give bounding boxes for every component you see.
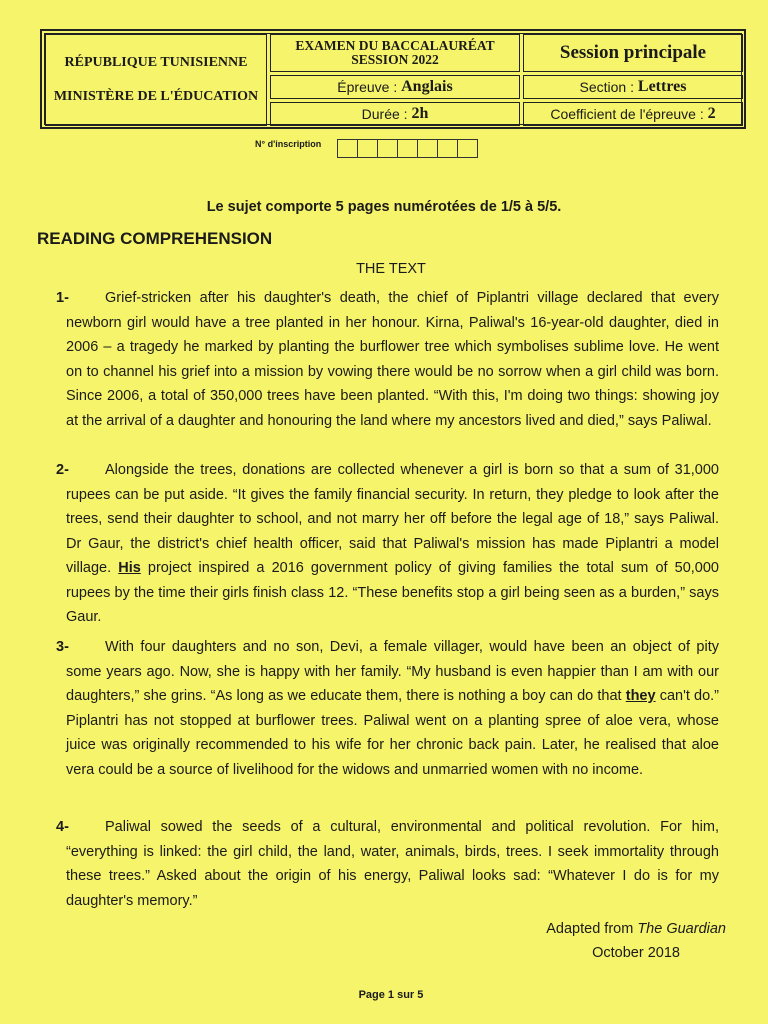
exam-header (40, 29, 746, 129)
epreuve-value: Anglais (401, 78, 453, 95)
exam-header-inner (44, 33, 742, 125)
inscription-digit-box[interactable] (397, 139, 418, 158)
coefficient-label: Coefficient de l'épreuve : (550, 106, 704, 122)
paragraph-number: 4- (56, 819, 69, 835)
epreuve-cell (270, 75, 520, 99)
paragraph-1 (56, 286, 719, 433)
inscription-digit-box[interactable] (437, 139, 458, 158)
paragraph-number: 3- (56, 639, 69, 655)
exam-title-cell (270, 34, 520, 72)
ministry-name: MINISTÈRE DE L'ÉDUCATION (53, 89, 259, 104)
inscription-label: N° d'inscription (255, 139, 322, 149)
exam-session: SESSION 2022 (351, 52, 439, 67)
inscription-digit-box[interactable] (337, 139, 358, 158)
coefficient-value: 2 (707, 105, 716, 122)
section-cell (523, 75, 743, 99)
inscription-digit-box[interactable] (357, 139, 378, 158)
section-value: Lettres (637, 78, 687, 95)
paragraph-text-body: Paliwal sowed the seeds of a cultural, environmental and political revolution. For him, “everything is linked: the girl child, the land, water, animals, birds, trees. I seek immortality through these trees.” Asked about the origin of his energy, Paliwal looks sad: “Whatever I do is for my daughter's memory.” (66, 819, 719, 909)
duree-value: 2h (411, 105, 429, 122)
subject-note: Le sujet comporte 5 pages numérotées de 1/5 à 5/5. (206, 199, 562, 215)
country-name: RÉPUBLIQUE TUNISIENNE (64, 55, 248, 70)
inscription-number-boxes[interactable] (338, 139, 478, 158)
paragraph-number: 2- (56, 462, 69, 478)
page-number: Page 1 sur 5 (358, 989, 424, 1001)
section-heading: READING COMPREHENSION (37, 229, 273, 248)
inscription-digit-box[interactable] (417, 139, 438, 158)
source-prefix: Adapted from (546, 921, 638, 937)
paragraph-2 (56, 458, 719, 630)
section-label: Section : (579, 79, 634, 95)
duree-label: Durée : (361, 106, 408, 122)
duree-cell (270, 102, 520, 126)
paragraph-3 (56, 635, 720, 782)
source-date: October 2018 (592, 945, 680, 961)
exam-title: EXAMEN DU BACCALAURÉAT (295, 38, 495, 53)
paragraph-text-body: With four daughters and no son, Devi, a female villager, would have been an object of pity some years ago. Now, she is happy with her family. “My husband is even happier than I am with our daughters,” she grins. “As long as we educate them, there is nothing a boy can do that (66, 639, 719, 704)
paragraph-text (66, 286, 719, 433)
paragraph-text-body: Alongside the trees, donations are collected whenever a girl is born so that a sum of 31,000 rupees can be put aside. “It gives the family financial security. In return, they pledge to look after the trees, send their daughter to school, and not marry her off before the legal age of 18,” says Paliwal. Dr Gaur, the district's chief health officer, said that Paliwal's mission has made Piplantri a model village. (66, 462, 719, 576)
source-line (546, 917, 726, 941)
inscription-digit-box[interactable] (457, 139, 478, 158)
paragraph-text (66, 458, 719, 630)
paragraph-text (66, 635, 719, 782)
paragraph-4 (56, 815, 719, 913)
paragraph-text-body: Grief-stricken after his daughter's death, the chief of Piplantri village declared that every newborn girl would have a tree planted in her honour. Kirna, Paliwal's 16-year-old daughter, died in 2006 – a tragedy he marked by planting the burflower tree which symbolises sublime love. He went on to channel his grief into a mission by vowing there would be no sorrow when a girl child was born. Since 2006, a total of 350,000 trees have been planted. “With this, I'm doing two things: showing joy at the arrival of a daughter and honouring the land where my ancestors lived and died,” says Paliwal. (66, 290, 719, 429)
text-source (546, 917, 726, 965)
ministry-cell (45, 34, 267, 126)
highlighted-reference-word: they (625, 688, 656, 704)
source-publication: The Guardian (637, 921, 726, 937)
epreuve-label: Épreuve : (337, 79, 398, 95)
paragraph-text-body: can't do.” Piplantri has not stopped at burflower trees. Paliwal went on a planting spree of aloe vera, whose juice was originally recommended to his wife for her chronic back pain. Later, he realised that aloe vera could be a source of livelihood for the widows and unmarried women with no income. (66, 688, 720, 778)
paragraph-text (66, 815, 719, 913)
inscription-digit-box[interactable] (377, 139, 398, 158)
session-type-cell (523, 34, 743, 72)
highlighted-reference-word: His (118, 560, 141, 576)
text-heading: THE TEXT (356, 261, 426, 277)
coefficient-cell (523, 102, 743, 126)
paragraph-text-body: project inspired a 2016 government policy of giving families the total sum of 50,000 rupees by the time their girls finish class 12. “These benefits stop a girl being seen as a burden,” says Gaur. (66, 560, 719, 625)
session-type: Session principale (559, 42, 707, 63)
paragraph-number: 1- (56, 290, 69, 306)
